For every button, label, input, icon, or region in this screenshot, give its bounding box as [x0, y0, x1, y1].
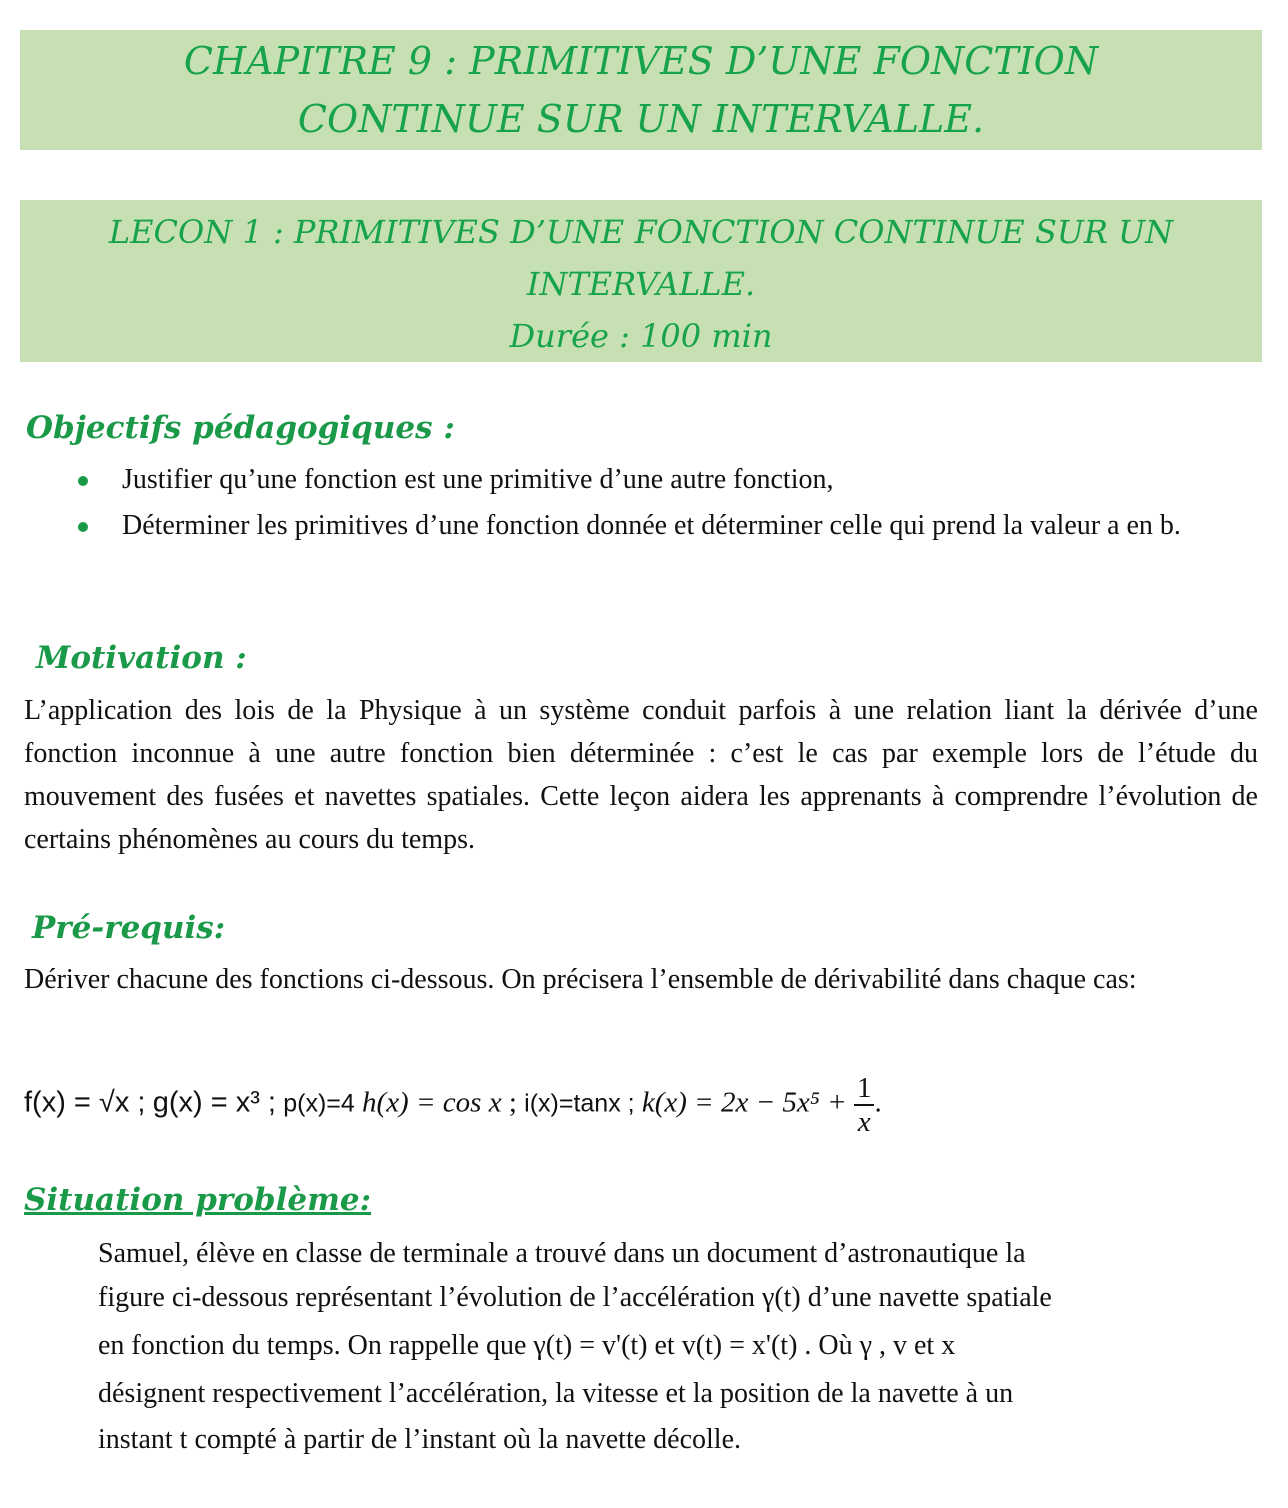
motivation-text: L’application des lois de la Physique à un système conduit parfois à une relation liant la dérivée d’une fonction inconnue à une autre fonction bien déterminée : c’est le cas par exemple lors de l’étude du mouvement des fusées et navettes spatiales. Cette leçon aidera les apprenants à comprendre l’évolution de certains phénomènes au cours du temps.: [24, 695, 1258, 855]
lesson-title-line2: INTERVALLE.: [526, 265, 756, 303]
formula-g: g(x) = x³ ;: [152, 1086, 276, 1119]
formula-f: f(x) = √x ;: [24, 1086, 146, 1119]
prerequisites-text: Dériver chacune des fonctions ci-dessous. On précisera l’ensemble de dérivabilité dans chaque cas:: [24, 964, 1137, 995]
objective-item: Déterminer les primitives d’une fonction donnée et déterminer celle qui prend la valeur a en b.: [70, 504, 1258, 548]
objective-item: Justifier qu’une fonction est une primitive d’une autre fonction,: [70, 458, 1258, 502]
formula-h: h(x) = cos x: [362, 1086, 502, 1119]
bullet-icon: [78, 522, 88, 532]
situation-heading: Situation problème:: [24, 1182, 372, 1218]
lesson-duration: Durée : 100 min: [509, 317, 773, 355]
lesson-title-line1: LECON 1 : PRIMITIVES D’UNE FONCTION CONTINUE SUR UN: [108, 213, 1174, 251]
lesson-title-banner: [20, 200, 1262, 362]
chapter-title-banner: [20, 30, 1262, 150]
formula-i: i(x)=tanx ;: [524, 1089, 635, 1118]
prerequisites-heading: Pré-requis:: [32, 910, 226, 946]
situation-text: Samuel, élève en classe de terminale a trouvé dans un document d’astronautique la figure ci-dessous représentant l’évolution de l’accélération γ(t) d’une navette spatiale en fonction du temps. On rappelle que γ(t) = v'(t) et v(t) = x'(t) . Où γ , v et x désignent respectivement l’accélération, la vitesse et la position de la navette à un instant t compté à partir de l’instant où la navette décolle.: [98, 1238, 1052, 1455]
bullet-icon: [78, 476, 88, 486]
chapter-title-line2: CONTINUE SUR UN INTERVALLE.: [297, 97, 985, 141]
objectives-list: [70, 458, 1258, 550]
formula-k-fraction: $\frac{1}{x}$: [854, 1072, 875, 1138]
formula-line: f(x) = √x ; g(x) = x³ ; p(x)=4 h(x) = cos x ; i(x)=tanx ; k(x) = 2x − 5x⁵ + $\frac{1}{x}$ .: [24, 1072, 882, 1138]
chapter-title-line1: CHAPITRE 9 : PRIMITIVES D’UNE FONCTION: [183, 39, 1099, 83]
formula-separator: ;: [508, 1086, 517, 1119]
formula-k: k(x) = 2x − 5x⁵ +: [641, 1086, 847, 1119]
motivation-heading: Motivation :: [36, 640, 247, 676]
formula-p: p(x)=4: [283, 1089, 355, 1118]
objectives-heading: Objectifs pédagogiques :: [26, 410, 455, 446]
